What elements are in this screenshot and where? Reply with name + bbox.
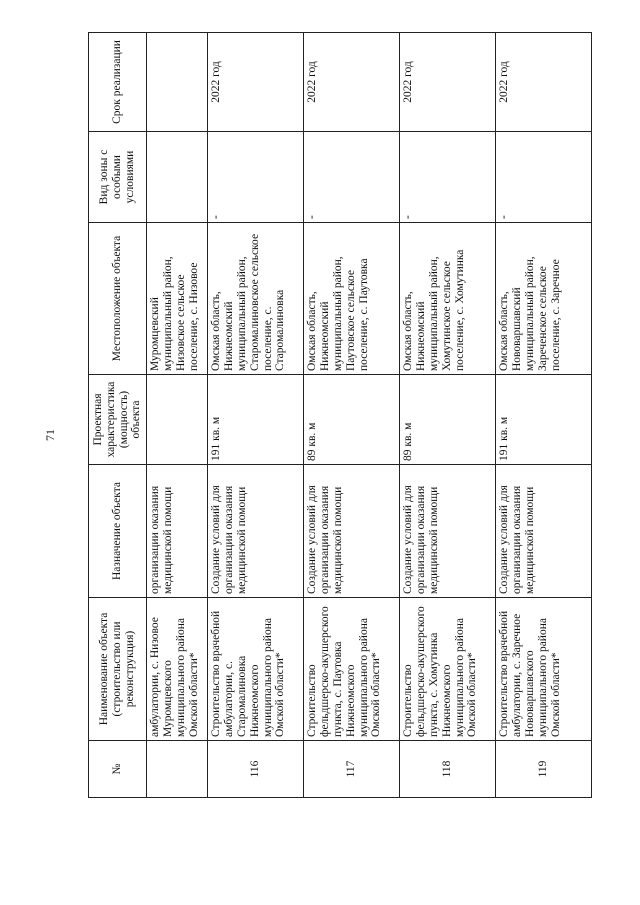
cell-location: Омская область, Нижнеомский муниципальный район, Хомутинское сельское поселение, с. Хомутинка — [400, 223, 496, 375]
table-row — [496, 33, 592, 798]
cell-num: 119 — [496, 741, 592, 798]
cell-purpose: Создание условий для организации оказания медицинской помощи — [496, 465, 592, 598]
cell-name: Строительство врачебной амбулатории, с. Старомалиновка Нижнеомского муниципального района Омской области* — [208, 598, 304, 741]
cell-location: Омская область, Нововаршавский муниципальный район, Зареченское сельское поселение, с. Заречное — [496, 223, 592, 375]
cell-num: 116 — [208, 741, 304, 798]
header-name: Наименование объекта (строительство или реконструкция) — [89, 598, 147, 741]
cell-num: 118 — [400, 741, 496, 798]
header-period: Срок реализации — [89, 33, 147, 132]
cell-capacity: 89 кв. м — [400, 375, 496, 465]
cell-purpose: организации оказания медицинской помощи — [147, 465, 208, 598]
cell-purpose: Создание условий для организации оказания медицинской помощи — [208, 465, 304, 598]
cell-period — [147, 33, 208, 132]
table-header-row — [89, 33, 147, 798]
cell-name: Строительство фельдшерско-акушерского пункта, с. Паутовка Нижнеомского муниципального района Омской области* — [304, 598, 400, 741]
cell-zone — [147, 132, 208, 223]
cell-location: Омская область, Нижнеомский муниципальный район, Старомалиновское сельское поселение, с. Старомалиновка — [208, 223, 304, 375]
header-location: Местоположение объекта — [89, 223, 147, 375]
rotated-table-container — [88, 33, 562, 798]
cell-period: 2022 год — [496, 33, 592, 132]
table-row — [147, 33, 208, 798]
cell-zone: - — [400, 132, 496, 223]
cell-num — [147, 741, 208, 798]
cell-name: Строительство фельдшерско-акушерского пункта, с. Хомутинка Нижнеомского муниципального района Омской области* — [400, 598, 496, 741]
cell-zone: - — [304, 132, 400, 223]
header-purpose: Назначение объекта — [89, 465, 147, 598]
page-number: 71 — [42, 429, 57, 441]
table-row — [400, 33, 496, 798]
objects-table — [88, 32, 592, 798]
cell-num: 117 — [304, 741, 400, 798]
cell-period: 2022 год — [208, 33, 304, 132]
cell-name: амбулатории, с. Низовое Муромцевского муниципального района Омской области* — [147, 598, 208, 741]
table-row — [304, 33, 400, 798]
cell-period: 2022 год — [400, 33, 496, 132]
cell-period: 2022 год — [304, 33, 400, 132]
cell-purpose: Создание условий для организации оказания медицинской помощи — [304, 465, 400, 598]
header-zone: Вид зоны с особыми условиями — [89, 132, 147, 223]
header-capacity: Проектная характеристика (мощность) объекта — [89, 375, 147, 465]
cell-name: Строительство врачебной амбулатории, с. Заречное Нововаршавского муниципального района Омской области* — [496, 598, 592, 741]
cell-capacity — [147, 375, 208, 465]
cell-location: Омская область, Нижнеомский муниципальный район, Паутовское сельское поселение, с. Паутовка — [304, 223, 400, 375]
cell-capacity: 191 кв. м — [208, 375, 304, 465]
cell-purpose: Создание условий для организации оказания медицинской помощи — [400, 465, 496, 598]
cell-capacity: 89 кв. м — [304, 375, 400, 465]
cell-location: Муромцевский муниципальный район, Низовское сельское поселение, с. Низовое — [147, 223, 208, 375]
table-row — [208, 33, 304, 798]
cell-zone: - — [496, 132, 592, 223]
cell-capacity: 191 кв. м — [496, 375, 592, 465]
cell-zone: - — [208, 132, 304, 223]
header-num: № — [89, 741, 147, 798]
